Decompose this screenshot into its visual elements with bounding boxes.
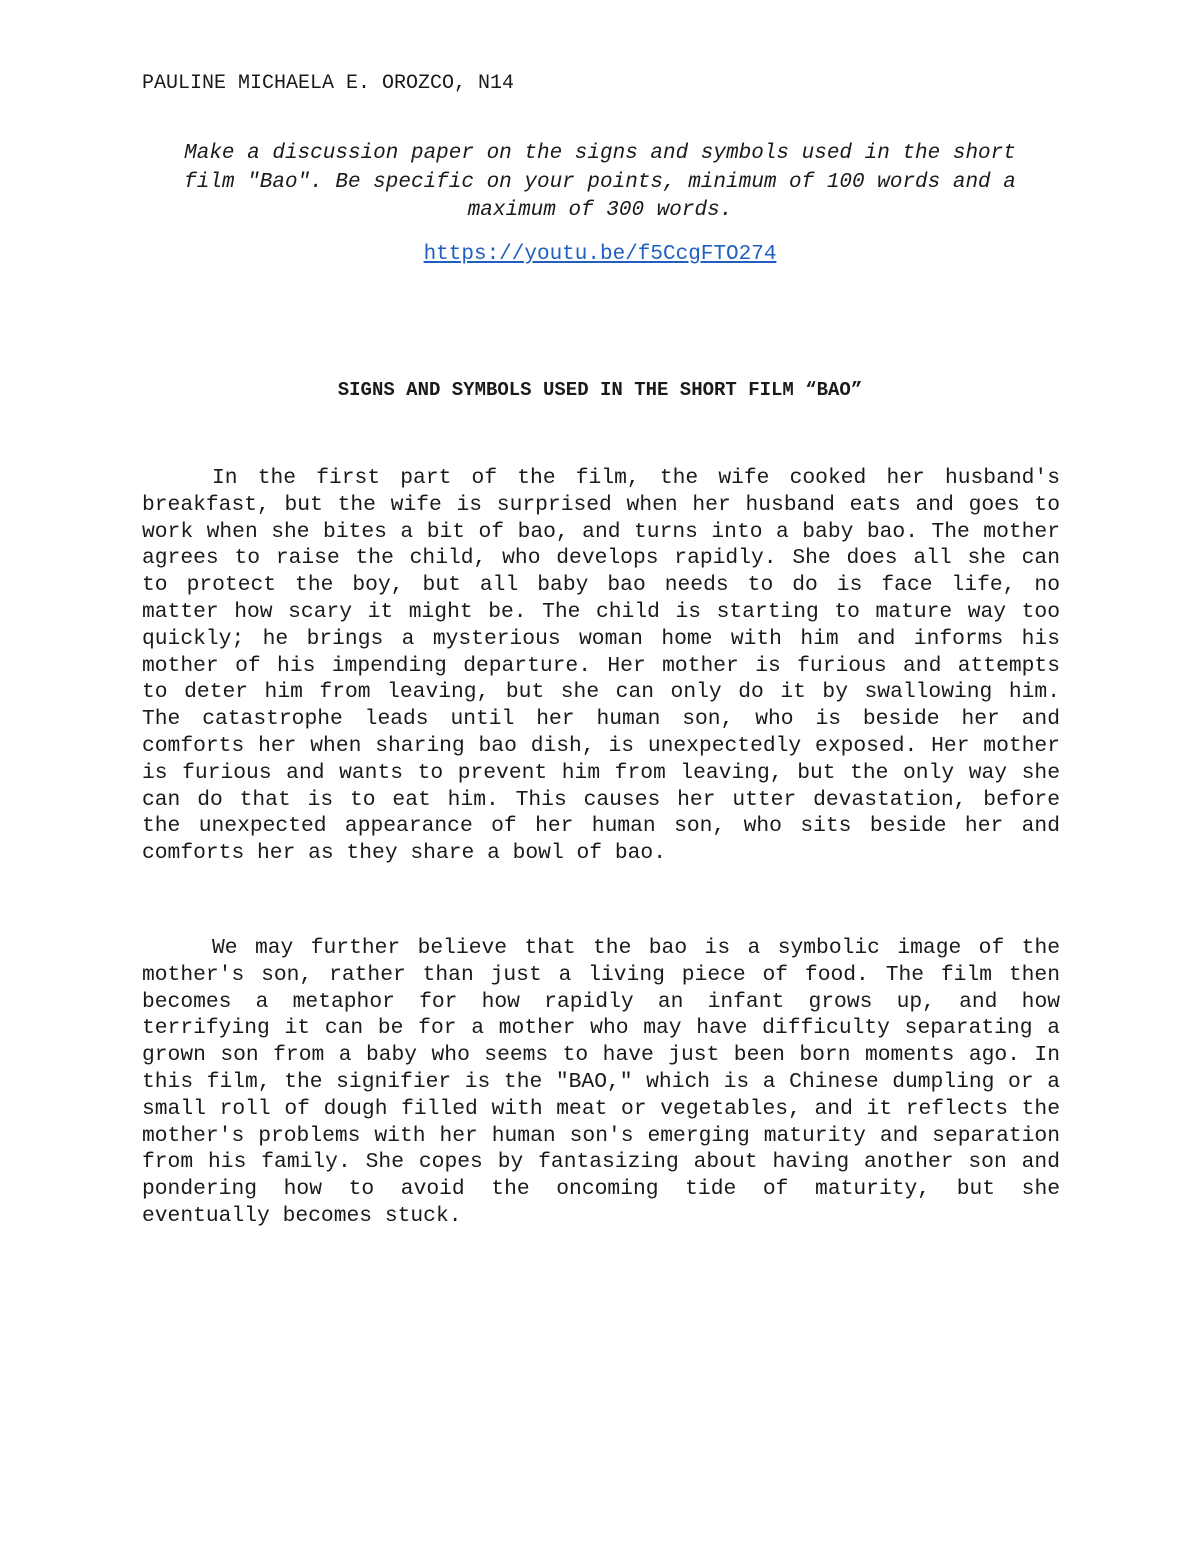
author-line: PAULINE MICHAELA E. OROZCO, N14 [142,72,515,95]
video-link-container [0,241,1200,269]
essay-heading: SIGNS AND SYMBOLS USED IN THE SHORT FILM “BAO” [337,379,863,401]
body-paragraph: We may further believe that the bao is a symbolic image of the mother's son, rather than just a living piece of food. The film then becomes a metaphor for how rapidly an infant grows up, and how terrifying it can be for a mother who may have difficulty separating a grown son from a baby who seems to have just been born moments ago. In this film, the signifier is the "BAO," which is a Chinese dumpling or a small roll of dough filled with meat or vegetables, and it reflects the mother's problems with her human son's emerging maturity and separation from his family. She copes by fantasizing about having another son and pondering how to avoid the oncoming tide of maturity, but she eventually becomes stuck. [142,936,1060,1228]
assignment-prompt: Make a discussion paper on the signs and symbols used in the short film "Bao". Be specific on your points, minimum of 100 words and a maximum of 300 words. [184,142,1016,222]
video-link[interactable]: https://youtu.be/f5CcgFTO274 [423,243,777,266]
body-paragraph: In the first part of the film, the wife cooked her husband's breakfast, but the wife is surprised when her husband eats and goes to work when she bites a bit of bao, and turns into a baby bao. The mother agrees to raise the child, who develops rapidly. She does all she can to protect the boy, but all baby bao needs to do is face life, no matter how scary it might be. The child is starting to mature way too quickly; he brings a mysterious woman home with him and informs his mother of his impending departure. Her mother is furious and attempts to deter him from leaving, but she can only do it by swallowing him. The catastrophe leads until her human son, who is beside her and comforts her when sharing bao dish, is unexpectedly exposed. Her mother is furious and wants to prevent him from leaving, but the only way she can do that is to eat him. This causes her utter devastation, before the unexpected appearance of her human son, who sits beside her and comforts her as they share a bowl of bao. [142,466,1060,866]
